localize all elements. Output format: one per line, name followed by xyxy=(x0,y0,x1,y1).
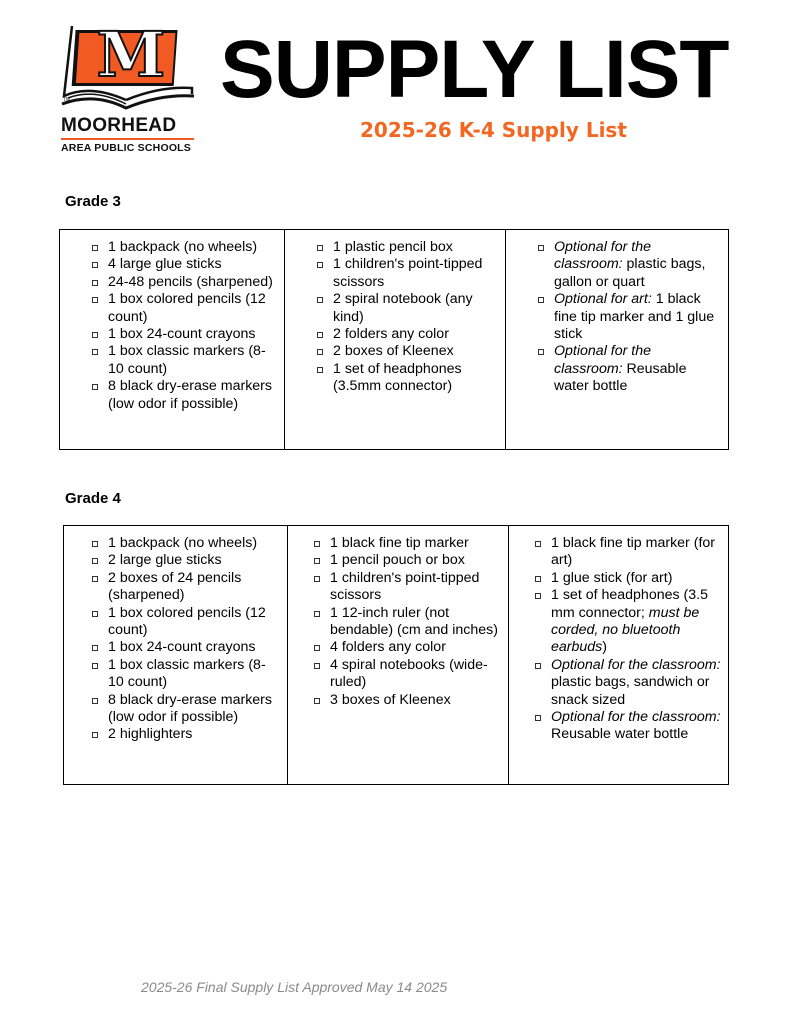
supply-list-item xyxy=(313,692,502,709)
supply-list-item xyxy=(316,256,497,291)
item-text: 1 box 24-count crayons xyxy=(108,326,256,343)
item-text: 8 black dry-erase markers (low odor if possible) xyxy=(108,378,272,412)
grade-4-list-2 xyxy=(313,535,502,709)
supply-list-item xyxy=(91,692,281,727)
item-text: 1 children's point-tipped scissors xyxy=(333,256,483,290)
item-text: 4 spiral notebooks (wide-ruled) xyxy=(330,656,488,691)
item-text: 24-48 pencils (sharpened) xyxy=(108,273,273,290)
item-text: 1 set of headphones (3.5 mm connector; xyxy=(551,587,708,621)
supply-list-item xyxy=(534,570,722,587)
item-text: 1 black fine tip marker xyxy=(330,535,469,551)
supply-list-item xyxy=(316,239,497,256)
item-text: 2 folders any color xyxy=(333,326,449,343)
item-text: Reusable water bottle xyxy=(551,726,689,743)
supply-list-item xyxy=(91,570,281,605)
item-text-end: ) xyxy=(602,639,608,656)
supply-list-item xyxy=(313,535,502,552)
supply-list-item xyxy=(537,343,722,395)
optional-label: Optional for art: xyxy=(554,291,652,308)
logo-trademark: TM xyxy=(63,97,71,103)
supply-list-item xyxy=(91,274,276,291)
item-text: plastic bags, gallon or quart xyxy=(554,256,706,290)
grade-3-heading: Grade 3 xyxy=(65,193,121,210)
supply-list-item xyxy=(313,639,502,656)
supply-list-item xyxy=(91,639,281,656)
item-text: 1 box classic markers (8-10 count) xyxy=(108,656,266,691)
item-text: 1 box colored pencils (12 count) xyxy=(108,604,266,639)
grade-4-heading: Grade 4 xyxy=(65,490,121,507)
item-text: 4 large glue sticks xyxy=(108,256,222,273)
grade-4-supply-table xyxy=(63,525,729,785)
grade-4-column-3 xyxy=(508,526,728,784)
supply-list-item xyxy=(316,326,497,343)
grade-3-list-3 xyxy=(537,239,722,396)
supply-list-item xyxy=(316,291,497,326)
logo-district-name: MOORHEAD xyxy=(61,115,177,136)
supply-list-item xyxy=(534,657,722,709)
item-text: 1 set of headphones (3.5mm connector) xyxy=(333,360,462,395)
grade-3-column-3 xyxy=(505,230,728,449)
supply-list-item xyxy=(91,239,276,256)
item-text: 1 box 24-count crayons xyxy=(108,639,256,656)
supply-list-item xyxy=(537,291,722,343)
item-text: 2 boxes of Kleenex xyxy=(333,343,454,360)
supply-list-item xyxy=(91,326,276,343)
supply-list-item xyxy=(91,552,281,569)
district-logo xyxy=(60,18,200,154)
item-text: Reusable water bottle xyxy=(554,360,687,395)
grade-3-list-2 xyxy=(316,239,497,396)
optional-label: Optional for the classroom: xyxy=(554,343,652,377)
item-text: 1 12-inch ruler (not bendable) (cm and inches) xyxy=(330,604,498,639)
supply-list-item xyxy=(537,239,722,291)
optional-label: Optional for the classroom: xyxy=(551,709,721,726)
supply-list-item xyxy=(534,535,722,570)
supply-list-item xyxy=(91,343,276,378)
supply-list-item xyxy=(313,657,502,692)
supply-list-item xyxy=(91,726,281,743)
page-subtitle: 2025-26 K-4 Supply List xyxy=(360,118,627,142)
optional-label: Optional for the classroom: xyxy=(551,656,721,673)
item-text: 2 spiral notebook (any kind) xyxy=(333,291,473,325)
item-text: 1 plastic pencil box xyxy=(333,239,453,255)
grade-3-column-1 xyxy=(60,230,284,449)
grade-4-list-3 xyxy=(534,535,722,744)
supply-list-item xyxy=(91,535,281,552)
grade-3-list-1 xyxy=(91,239,276,413)
grade-4-column-2 xyxy=(287,526,508,784)
logo-divider xyxy=(61,138,194,140)
grade-3-column-2 xyxy=(284,230,505,449)
item-text: 1 box colored pencils (12 count) xyxy=(108,291,266,325)
logo-district-subname: AREA PUBLIC SCHOOLS xyxy=(61,142,191,154)
supply-list-item xyxy=(313,570,502,605)
item-text: 2 boxes of 24 pencils (sharpened) xyxy=(108,569,242,604)
supply-list-item xyxy=(91,291,276,326)
item-text: 1 box classic markers (8-10 count) xyxy=(108,343,266,377)
supply-list-item xyxy=(313,552,502,569)
approval-footer: 2025-26 Final Supply List Approved May 14 2025 xyxy=(141,979,448,995)
supply-list-item xyxy=(91,657,281,692)
supply-list-item xyxy=(534,709,722,744)
grade-3-supply-table xyxy=(59,229,729,450)
item-text: 2 large glue sticks xyxy=(108,552,222,569)
item-text: 1 children's point-tipped scissors xyxy=(330,569,480,604)
item-text: 1 glue stick (for art) xyxy=(551,569,673,586)
item-text: 2 highlighters xyxy=(108,726,193,743)
item-text: 1 backpack (no wheels) xyxy=(108,239,258,255)
page-title: SUPPLY LIST xyxy=(220,24,729,115)
item-text: 1 black fine tip marker and 1 glue stick xyxy=(554,291,715,343)
supply-list-item xyxy=(91,378,276,413)
supply-list-item xyxy=(316,361,497,396)
supply-list-item xyxy=(91,605,281,640)
supply-list-item xyxy=(316,343,497,360)
item-text: plastic bags, sandwich or snack sized xyxy=(551,674,710,708)
item-note: must be corded, no bluetooth earbuds xyxy=(551,604,700,656)
grade-4-list-1 xyxy=(91,535,281,744)
item-text: 1 black fine tip marker (for art) xyxy=(551,535,716,569)
supply-list-item xyxy=(534,587,722,657)
item-text: 8 black dry-erase markers (low odor if possible) xyxy=(108,691,272,726)
item-text: 3 boxes of Kleenex xyxy=(330,691,451,708)
item-text: 1 backpack (no wheels) xyxy=(108,535,258,551)
item-text: 4 folders any color xyxy=(330,639,446,656)
item-text: 1 pencil pouch or box xyxy=(330,552,465,569)
logo-letter: M xyxy=(96,18,166,91)
supply-list-item xyxy=(91,256,276,273)
optional-label: Optional for the classroom: xyxy=(554,239,652,273)
grade-4-column-1 xyxy=(64,526,287,784)
supply-list-item xyxy=(313,605,502,640)
